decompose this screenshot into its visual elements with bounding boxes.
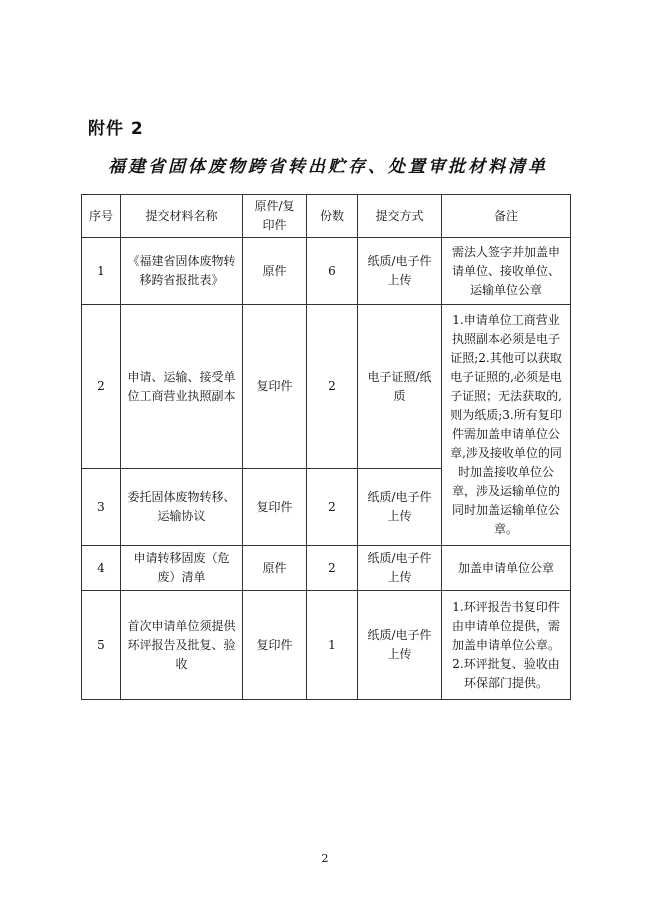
attachment-label: 附件 2 [88, 119, 144, 139]
row-seq: 3 [82, 469, 121, 546]
header-method: 提交方式 [358, 195, 442, 238]
header-name: 提交材料名称 [121, 195, 243, 238]
row-remarks: 需法人签字并加盖申请单位、接收单位、运输单位公章 [442, 238, 571, 305]
row-material-name: 申请转移固废（危废）清单 [121, 546, 243, 591]
row-type: 复印件 [243, 591, 307, 700]
row-material-name: 申请、运输、接受单位工商营业执照副本 [121, 305, 243, 469]
header-seq: 序号 [82, 195, 121, 238]
row-method: 纸质/电子件上传 [358, 591, 442, 700]
row-copies: 6 [307, 238, 358, 305]
table-row [82, 546, 571, 591]
table-row [82, 238, 571, 305]
row-remarks: 加盖申请单位公章 [442, 546, 571, 591]
row-copies: 2 [307, 546, 358, 591]
row-seq: 2 [82, 305, 121, 469]
row-remarks: 1.环评报告书复印件由申请单位提供，需加盖申请单位公章。2.环评批复、验收由环保部门提供。 [442, 591, 571, 700]
row-type: 复印件 [243, 469, 307, 546]
row-method: 纸质/电子件上传 [358, 546, 442, 591]
header-remarks: 备注 [442, 195, 571, 238]
document-title: 福建省固体废物跨省转出贮存、处置审批材料清单 [108, 157, 548, 177]
row-material-name: 首次申请单位须提供环评报告及批复、验收 [121, 591, 243, 700]
row-method: 电子证照/纸质 [358, 305, 442, 469]
table-row [82, 591, 571, 700]
row-seq: 1 [82, 238, 121, 305]
row-copies: 2 [307, 305, 358, 469]
materials-table [81, 194, 571, 700]
row-material-name: 《福建省固体废物转移跨省报批表》 [121, 238, 243, 305]
row-method: 纸质/电子件上传 [358, 469, 442, 546]
shared-remarks: 1.申请单位工商营业执照副本必须是电子证照;2.其他可以获取电子证照的,必须是电子证照；无法获取的,则为纸质;3.所有复印件需加盖申请单位公章,涉及接收单位的同时加盖接收单位公章，涉及运输单位的同时加盖运输单位公章。 [442, 305, 571, 546]
row-copies: 2 [307, 469, 358, 546]
row-type: 原件 [243, 546, 307, 591]
header-copies: 份数 [307, 195, 358, 238]
row-type: 复印件 [243, 305, 307, 469]
row-seq: 4 [82, 546, 121, 591]
table-header-row [82, 195, 571, 238]
row-method: 纸质/电子件上传 [358, 238, 442, 305]
table-row [82, 305, 571, 469]
row-material-name: 委托固体废物转移、运输协议 [121, 469, 243, 546]
header-type: 原件/复印件 [243, 195, 307, 238]
row-type: 原件 [243, 238, 307, 305]
row-seq: 5 [82, 591, 121, 700]
row-copies: 1 [307, 591, 358, 700]
page-number: 2 [321, 852, 329, 865]
